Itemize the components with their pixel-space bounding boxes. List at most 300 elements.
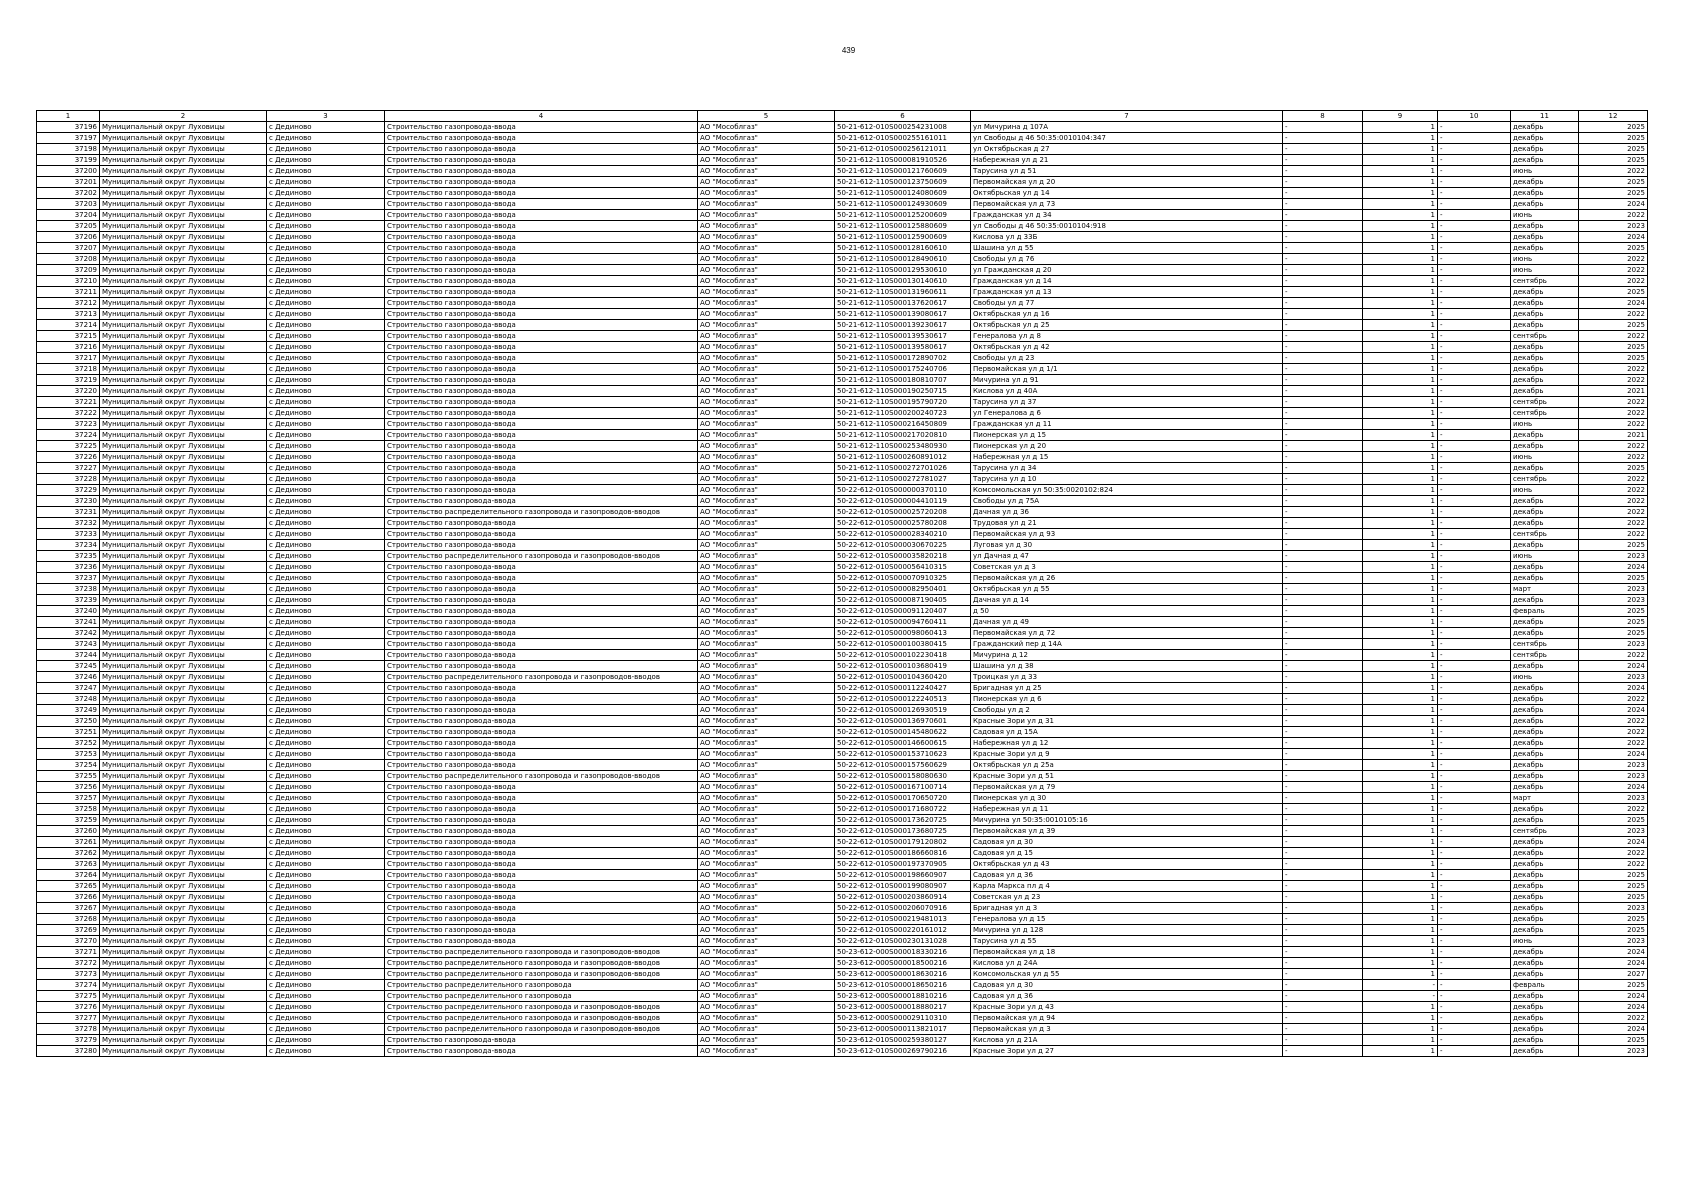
cell-address: Первомайская ул д 1/1 bbox=[971, 364, 1283, 375]
cell-locality: с Дединово bbox=[267, 815, 385, 826]
cell-col-10: - bbox=[1438, 551, 1511, 562]
cell-application-id: 50-21-612-110S000128490610 bbox=[835, 254, 971, 265]
cell-application-id: 50-23-612-000S000018810216 bbox=[835, 991, 971, 1002]
cell-work-type: Строительство газопровода-ввода bbox=[385, 573, 698, 584]
cell-year: 2025 bbox=[1579, 188, 1648, 199]
cell-address: ул Свободы д 46 50:35:0010104:918 bbox=[971, 221, 1283, 232]
cell-locality: с Дединово bbox=[267, 914, 385, 925]
cell-work-type: Строительство газопровода-ввода bbox=[385, 199, 698, 210]
cell-col-8: - bbox=[1283, 958, 1363, 969]
cell-col-8: - bbox=[1283, 1013, 1363, 1024]
cell-count: 1 bbox=[1363, 144, 1438, 155]
cell-locality: с Дединово bbox=[267, 1046, 385, 1057]
cell-count: 1 bbox=[1363, 430, 1438, 441]
cell-work-type: Строительство газопровода-ввода bbox=[385, 331, 698, 342]
cell-col-10: - bbox=[1438, 122, 1511, 133]
cell-col-10: - bbox=[1438, 540, 1511, 551]
cell-month: июнь bbox=[1511, 485, 1579, 496]
cell-col-10: - bbox=[1438, 210, 1511, 221]
cell-month: декабрь bbox=[1511, 375, 1579, 386]
cell-col-8: - bbox=[1283, 595, 1363, 606]
cell-application-id: 50-22-612-010S000197370905 bbox=[835, 859, 971, 870]
cell-application-id: 50-22-612-010S000091120407 bbox=[835, 606, 971, 617]
cell-contractor: АО "Мособлгаз" bbox=[698, 958, 835, 969]
cell-contractor: АО "Мособлгаз" bbox=[698, 914, 835, 925]
table-row bbox=[37, 232, 1648, 243]
cell-count: 1 bbox=[1363, 573, 1438, 584]
cell-row-number: 37262 bbox=[37, 848, 100, 859]
cell-work-type: Строительство газопровода-ввода bbox=[385, 408, 698, 419]
cell-locality: с Дединово bbox=[267, 155, 385, 166]
table-row bbox=[37, 661, 1648, 672]
cell-application-id: 50-21-612-110S000190250715 bbox=[835, 386, 971, 397]
cell-col-10: - bbox=[1438, 430, 1511, 441]
table-body bbox=[37, 122, 1648, 1057]
cell-municipality: Муниципальный округ Луховицы bbox=[100, 628, 267, 639]
cell-month: декабрь bbox=[1511, 628, 1579, 639]
cell-contractor: АО "Мособлгаз" bbox=[698, 243, 835, 254]
cell-contractor: АО "Мособлгаз" bbox=[698, 496, 835, 507]
cell-work-type: Строительство газопровода-ввода bbox=[385, 661, 698, 672]
cell-col-10: - bbox=[1438, 419, 1511, 430]
cell-month: декабрь bbox=[1511, 925, 1579, 936]
cell-work-type: Строительство газопровода-ввода bbox=[385, 232, 698, 243]
cell-year: 2022 bbox=[1579, 309, 1648, 320]
cell-address: Мичурина ул 50:35:0010105:16 bbox=[971, 815, 1283, 826]
cell-application-id: 50-22-612-010S000198660907 bbox=[835, 870, 971, 881]
table-row bbox=[37, 925, 1648, 936]
cell-row-number: 37272 bbox=[37, 958, 100, 969]
cell-application-id: 50-21-612-110S000124080609 bbox=[835, 188, 971, 199]
cell-count: 1 bbox=[1363, 892, 1438, 903]
cell-locality: с Дединово bbox=[267, 375, 385, 386]
cell-count: 1 bbox=[1363, 342, 1438, 353]
cell-locality: с Дединово bbox=[267, 870, 385, 881]
cell-row-number: 37199 bbox=[37, 155, 100, 166]
cell-year: 2022 bbox=[1579, 452, 1648, 463]
cell-municipality: Муниципальный округ Луховицы bbox=[100, 221, 267, 232]
cell-application-id: 50-23-612-010S000018650216 bbox=[835, 980, 971, 991]
cell-locality: с Дединово bbox=[267, 573, 385, 584]
cell-locality: с Дединово bbox=[267, 947, 385, 958]
cell-municipality: Муниципальный округ Луховицы bbox=[100, 463, 267, 474]
cell-col-10: - bbox=[1438, 980, 1511, 991]
header-col-7: 7 bbox=[971, 111, 1283, 122]
cell-year: 2024 bbox=[1579, 1024, 1648, 1035]
cell-col-10: - bbox=[1438, 221, 1511, 232]
cell-year: 2025 bbox=[1579, 870, 1648, 881]
cell-col-8: - bbox=[1283, 485, 1363, 496]
table-row bbox=[37, 496, 1648, 507]
cell-work-type: Строительство газопровода-ввода bbox=[385, 485, 698, 496]
cell-year: 2023 bbox=[1579, 639, 1648, 650]
cell-year: 2022 bbox=[1579, 848, 1648, 859]
cell-row-number: 37227 bbox=[37, 463, 100, 474]
cell-address: Гражданская ул д 14 bbox=[971, 276, 1283, 287]
cell-year: 2024 bbox=[1579, 837, 1648, 848]
cell-col-8: - bbox=[1283, 298, 1363, 309]
cell-contractor: АО "Мособлгаз" bbox=[698, 309, 835, 320]
cell-month: декабрь bbox=[1511, 507, 1579, 518]
cell-year: 2024 bbox=[1579, 661, 1648, 672]
cell-contractor: АО "Мособлгаз" bbox=[698, 551, 835, 562]
cell-contractor: АО "Мособлгаз" bbox=[698, 144, 835, 155]
cell-application-id: 50-21-612-110S000260891012 bbox=[835, 452, 971, 463]
table-row bbox=[37, 914, 1648, 925]
cell-municipality: Муниципальный округ Луховицы bbox=[100, 672, 267, 683]
cell-year: 2021 bbox=[1579, 386, 1648, 397]
cell-work-type: Строительство газопровода-ввода bbox=[385, 496, 698, 507]
cell-municipality: Муниципальный округ Луховицы bbox=[100, 903, 267, 914]
cell-col-8: - bbox=[1283, 408, 1363, 419]
cell-locality: с Дединово bbox=[267, 386, 385, 397]
cell-month: декабрь bbox=[1511, 199, 1579, 210]
cell-contractor: АО "Мособлгаз" bbox=[698, 221, 835, 232]
cell-locality: с Дединово bbox=[267, 496, 385, 507]
cell-municipality: Муниципальный округ Луховицы bbox=[100, 595, 267, 606]
cell-application-id: 50-21-612-110S000130140610 bbox=[835, 276, 971, 287]
cell-col-8: - bbox=[1283, 925, 1363, 936]
cell-locality: с Дединово bbox=[267, 529, 385, 540]
cell-work-type: Строительство газопровода-ввода bbox=[385, 650, 698, 661]
cell-work-type: Строительство газопровода-ввода bbox=[385, 529, 698, 540]
cell-locality: с Дединово bbox=[267, 320, 385, 331]
cell-contractor: АО "Мособлгаз" bbox=[698, 716, 835, 727]
cell-col-10: - bbox=[1438, 320, 1511, 331]
cell-address: Трудовая ул д 21 bbox=[971, 518, 1283, 529]
cell-month: декабрь bbox=[1511, 540, 1579, 551]
cell-col-10: - bbox=[1438, 848, 1511, 859]
cell-application-id: 50-21-612-110S000272781027 bbox=[835, 474, 971, 485]
cell-month: сентябрь bbox=[1511, 397, 1579, 408]
cell-address: Первомайская ул д 73 bbox=[971, 199, 1283, 210]
cell-count: 1 bbox=[1363, 947, 1438, 958]
cell-locality: с Дединово bbox=[267, 276, 385, 287]
table-row bbox=[37, 188, 1648, 199]
cell-work-type: Строительство газопровода-ввода bbox=[385, 749, 698, 760]
cell-count: 1 bbox=[1363, 397, 1438, 408]
cell-application-id: 50-22-612-010S000094760411 bbox=[835, 617, 971, 628]
cell-year: 2022 bbox=[1579, 529, 1648, 540]
cell-municipality: Муниципальный округ Луховицы bbox=[100, 166, 267, 177]
cell-year: 2023 bbox=[1579, 221, 1648, 232]
cell-year: 2024 bbox=[1579, 562, 1648, 573]
cell-month: декабрь bbox=[1511, 705, 1579, 716]
cell-col-8: - bbox=[1283, 331, 1363, 342]
cell-municipality: Муниципальный округ Луховицы bbox=[100, 177, 267, 188]
cell-address: Свободы ул д 2 bbox=[971, 705, 1283, 716]
cell-application-id: 50-22-612-010S000102230418 bbox=[835, 650, 971, 661]
cell-month: декабрь bbox=[1511, 364, 1579, 375]
cell-work-type: Строительство газопровода-ввода bbox=[385, 419, 698, 430]
cell-address: Первомайская ул д 72 bbox=[971, 628, 1283, 639]
cell-year: 2025 bbox=[1579, 1035, 1648, 1046]
header-col-1: 1 bbox=[37, 111, 100, 122]
cell-contractor: АО "Мособлгаз" bbox=[698, 892, 835, 903]
cell-col-8: - bbox=[1283, 617, 1363, 628]
cell-work-type: Строительство распределительного газопровода и газопроводов-вводов bbox=[385, 672, 698, 683]
cell-row-number: 37196 bbox=[37, 122, 100, 133]
cell-col-10: - bbox=[1438, 683, 1511, 694]
cell-locality: с Дединово bbox=[267, 485, 385, 496]
cell-address: ул Свободы д 46 50:35:0010104:347 bbox=[971, 133, 1283, 144]
table-row bbox=[37, 221, 1648, 232]
cell-contractor: АО "Мособлгаз" bbox=[698, 254, 835, 265]
cell-application-id: 50-22-612-010S000145480622 bbox=[835, 727, 971, 738]
cell-count: 1 bbox=[1363, 705, 1438, 716]
cell-address: Красные Зори ул д 9 bbox=[971, 749, 1283, 760]
cell-row-number: 37219 bbox=[37, 375, 100, 386]
table-row bbox=[37, 727, 1648, 738]
cell-locality: с Дединово bbox=[267, 683, 385, 694]
cell-row-number: 37217 bbox=[37, 353, 100, 364]
cell-address: Кислова ул д 33Б bbox=[971, 232, 1283, 243]
header-col-8: 8 bbox=[1283, 111, 1363, 122]
cell-year: 2024 bbox=[1579, 298, 1648, 309]
cell-locality: с Дединово bbox=[267, 430, 385, 441]
cell-address: Красные Зори ул д 51 bbox=[971, 771, 1283, 782]
cell-locality: с Дединово bbox=[267, 705, 385, 716]
cell-col-10: - bbox=[1438, 1024, 1511, 1035]
cell-year: 2023 bbox=[1579, 936, 1648, 947]
cell-count: 1 bbox=[1363, 232, 1438, 243]
cell-address: Бригадная ул д 25 bbox=[971, 683, 1283, 694]
cell-work-type: Строительство газопровода-ввода bbox=[385, 606, 698, 617]
header-col-2: 2 bbox=[100, 111, 267, 122]
cell-address: Садовая ул д 30 bbox=[971, 980, 1283, 991]
cell-row-number: 37201 bbox=[37, 177, 100, 188]
cell-row-number: 37240 bbox=[37, 606, 100, 617]
cell-municipality: Муниципальный округ Луховицы bbox=[100, 485, 267, 496]
cell-address: ул Октябрьская д 27 bbox=[971, 144, 1283, 155]
cell-row-number: 37235 bbox=[37, 551, 100, 562]
table-row bbox=[37, 947, 1648, 958]
cell-row-number: 37279 bbox=[37, 1035, 100, 1046]
cell-locality: с Дединово bbox=[267, 936, 385, 947]
cell-address: Гражданская ул д 34 bbox=[971, 210, 1283, 221]
cell-application-id: 50-21-612-110S000121760609 bbox=[835, 166, 971, 177]
cell-row-number: 37239 bbox=[37, 595, 100, 606]
cell-col-8: - bbox=[1283, 562, 1363, 573]
cell-address: Тарусина ул д 37 bbox=[971, 397, 1283, 408]
table-row bbox=[37, 815, 1648, 826]
table-row bbox=[37, 639, 1648, 650]
cell-month: декабрь bbox=[1511, 969, 1579, 980]
cell-address: Первомайская ул д 94 bbox=[971, 1013, 1283, 1024]
cell-contractor: АО "Мособлгаз" bbox=[698, 980, 835, 991]
table-row bbox=[37, 342, 1648, 353]
cell-contractor: АО "Мособлгаз" bbox=[698, 639, 835, 650]
cell-contractor: АО "Мособлгаз" bbox=[698, 342, 835, 353]
cell-row-number: 37202 bbox=[37, 188, 100, 199]
cell-row-number: 37223 bbox=[37, 419, 100, 430]
cell-col-10: - bbox=[1438, 177, 1511, 188]
cell-count: 1 bbox=[1363, 936, 1438, 947]
cell-year: 2025 bbox=[1579, 540, 1648, 551]
cell-contractor: АО "Мособлгаз" bbox=[698, 463, 835, 474]
cell-municipality: Муниципальный округ Луховицы bbox=[100, 232, 267, 243]
cell-contractor: АО "Мособлгаз" bbox=[698, 166, 835, 177]
cell-contractor: АО "Мособлгаз" bbox=[698, 265, 835, 276]
cell-municipality: Муниципальный округ Луховицы bbox=[100, 342, 267, 353]
cell-locality: с Дединово bbox=[267, 243, 385, 254]
cell-work-type: Строительство газопровода-ввода bbox=[385, 859, 698, 870]
cell-contractor: АО "Мособлгаз" bbox=[698, 177, 835, 188]
cell-municipality: Муниципальный округ Луховицы bbox=[100, 1002, 267, 1013]
header-col-5: 5 bbox=[698, 111, 835, 122]
cell-locality: с Дединово bbox=[267, 892, 385, 903]
cell-work-type: Строительство газопровода-ввода bbox=[385, 441, 698, 452]
cell-count: 1 bbox=[1363, 793, 1438, 804]
cell-month: декабрь bbox=[1511, 562, 1579, 573]
cell-locality: с Дединово bbox=[267, 848, 385, 859]
cell-row-number: 37250 bbox=[37, 716, 100, 727]
cell-address: Набережная ул д 15 bbox=[971, 452, 1283, 463]
cell-month: декабрь bbox=[1511, 463, 1579, 474]
cell-month: февраль bbox=[1511, 980, 1579, 991]
cell-locality: с Дединово bbox=[267, 331, 385, 342]
cell-col-8: - bbox=[1283, 947, 1363, 958]
cell-contractor: АО "Мособлгаз" bbox=[698, 1046, 835, 1057]
cell-work-type: Строительство газопровода-ввода bbox=[385, 914, 698, 925]
cell-application-id: 50-23-612-000S000018330216 bbox=[835, 947, 971, 958]
cell-municipality: Муниципальный округ Луховицы bbox=[100, 771, 267, 782]
cell-contractor: АО "Мособлгаз" bbox=[698, 925, 835, 936]
cell-row-number: 37254 bbox=[37, 760, 100, 771]
cell-locality: с Дединово bbox=[267, 177, 385, 188]
cell-year: 2021 bbox=[1579, 430, 1648, 441]
cell-month: декабрь bbox=[1511, 441, 1579, 452]
cell-col-8: - bbox=[1283, 177, 1363, 188]
cell-year: 2022 bbox=[1579, 507, 1648, 518]
cell-work-type: Строительство газопровода-ввода bbox=[385, 782, 698, 793]
cell-contractor: АО "Мособлгаз" bbox=[698, 606, 835, 617]
cell-application-id: 50-21-612-110S000180810707 bbox=[835, 375, 971, 386]
cell-locality: с Дединово bbox=[267, 1013, 385, 1024]
cell-application-id: 50-22-612-010S000028340210 bbox=[835, 529, 971, 540]
cell-count: 1 bbox=[1363, 749, 1438, 760]
cell-municipality: Муниципальный округ Луховицы bbox=[100, 727, 267, 738]
cell-year: 2023 bbox=[1579, 595, 1648, 606]
cell-address: Мичурина д 12 bbox=[971, 650, 1283, 661]
cell-col-8: - bbox=[1283, 628, 1363, 639]
table-row bbox=[37, 210, 1648, 221]
cell-application-id: 50-22-612-010S000025720208 bbox=[835, 507, 971, 518]
cell-locality: с Дединово bbox=[267, 639, 385, 650]
cell-contractor: АО "Мособлгаз" bbox=[698, 650, 835, 661]
cell-count: 1 bbox=[1363, 243, 1438, 254]
cell-col-10: - bbox=[1438, 925, 1511, 936]
cell-count: 1 bbox=[1363, 760, 1438, 771]
cell-application-id: 50-21-612-110S000172890702 bbox=[835, 353, 971, 364]
table-row bbox=[37, 881, 1648, 892]
cell-col-10: - bbox=[1438, 386, 1511, 397]
cell-municipality: Муниципальный округ Луховицы bbox=[100, 122, 267, 133]
cell-month: декабрь bbox=[1511, 760, 1579, 771]
cell-municipality: Муниципальный округ Луховицы bbox=[100, 958, 267, 969]
cell-contractor: АО "Мособлгаз" bbox=[698, 386, 835, 397]
cell-municipality: Муниципальный округ Луховицы bbox=[100, 364, 267, 375]
cell-address: Советская ул д 3 bbox=[971, 562, 1283, 573]
cell-contractor: АО "Мособлгаз" bbox=[698, 331, 835, 342]
cell-month: декабрь bbox=[1511, 243, 1579, 254]
cell-contractor: АО "Мособлгаз" bbox=[698, 738, 835, 749]
cell-col-8: - bbox=[1283, 683, 1363, 694]
cell-col-8: - bbox=[1283, 243, 1363, 254]
cell-work-type: Строительство газопровода-ввода bbox=[385, 155, 698, 166]
cell-locality: с Дединово bbox=[267, 727, 385, 738]
cell-col-8: - bbox=[1283, 1002, 1363, 1013]
cell-month: декабрь bbox=[1511, 188, 1579, 199]
cell-work-type: Строительство газопровода-ввода bbox=[385, 364, 698, 375]
cell-work-type: Строительство распределительного газопровода и газопроводов-вводов bbox=[385, 551, 698, 562]
table-row bbox=[37, 1035, 1648, 1046]
header-col-3: 3 bbox=[267, 111, 385, 122]
cell-work-type: Строительство газопровода-ввода bbox=[385, 584, 698, 595]
cell-municipality: Муниципальный округ Луховицы bbox=[100, 287, 267, 298]
cell-contractor: АО "Мособлгаз" bbox=[698, 408, 835, 419]
table-row bbox=[37, 276, 1648, 287]
cell-row-number: 37208 bbox=[37, 254, 100, 265]
table-row bbox=[37, 419, 1648, 430]
cell-application-id: 50-23-612-000S000029110310 bbox=[835, 1013, 971, 1024]
cell-year: 2025 bbox=[1579, 353, 1648, 364]
cell-col-8: - bbox=[1283, 1035, 1363, 1046]
table-row bbox=[37, 287, 1648, 298]
cell-work-type: Строительство газопровода-ввода bbox=[385, 716, 698, 727]
cell-month: декабрь bbox=[1511, 617, 1579, 628]
cell-application-id: 50-22-612-010S000056410315 bbox=[835, 562, 971, 573]
cell-application-id: 50-23-612-000S000113821017 bbox=[835, 1024, 971, 1035]
cell-row-number: 37236 bbox=[37, 562, 100, 573]
cell-application-id: 50-22-612-010S000104360420 bbox=[835, 672, 971, 683]
cell-contractor: АО "Мособлгаз" bbox=[698, 188, 835, 199]
cell-col-8: - bbox=[1283, 364, 1363, 375]
cell-municipality: Муниципальный округ Луховицы bbox=[100, 1024, 267, 1035]
cell-count: 1 bbox=[1363, 606, 1438, 617]
cell-work-type: Строительство газопровода-ввода bbox=[385, 881, 698, 892]
cell-row-number: 37203 bbox=[37, 199, 100, 210]
cell-municipality: Муниципальный округ Луховицы bbox=[100, 518, 267, 529]
cell-year: 2027 bbox=[1579, 969, 1648, 980]
cell-month: июнь bbox=[1511, 936, 1579, 947]
cell-row-number: 37233 bbox=[37, 529, 100, 540]
cell-month: сентябрь bbox=[1511, 276, 1579, 287]
cell-municipality: Муниципальный округ Луховицы bbox=[100, 639, 267, 650]
cell-month: декабрь bbox=[1511, 892, 1579, 903]
cell-year: 2022 bbox=[1579, 397, 1648, 408]
cell-col-8: - bbox=[1283, 892, 1363, 903]
cell-month: декабрь bbox=[1511, 771, 1579, 782]
cell-address: Октябрьская ул д 55 bbox=[971, 584, 1283, 595]
cell-count: - bbox=[1363, 980, 1438, 991]
cell-municipality: Муниципальный округ Луховицы bbox=[100, 793, 267, 804]
cell-contractor: АО "Мособлгаз" bbox=[698, 518, 835, 529]
cell-municipality: Муниципальный округ Луховицы bbox=[100, 1013, 267, 1024]
cell-address: Свободы ул д 76 bbox=[971, 254, 1283, 265]
cell-contractor: АО "Мособлгаз" bbox=[698, 617, 835, 628]
cell-row-number: 37255 bbox=[37, 771, 100, 782]
cell-work-type: Строительство газопровода-ввода bbox=[385, 826, 698, 837]
table-row bbox=[37, 485, 1648, 496]
cell-application-id: 50-22-612-010S000087190405 bbox=[835, 595, 971, 606]
cell-month: июнь bbox=[1511, 210, 1579, 221]
cell-municipality: Муниципальный округ Луховицы bbox=[100, 617, 267, 628]
cell-count: 1 bbox=[1363, 639, 1438, 650]
cell-row-number: 37200 bbox=[37, 166, 100, 177]
cell-col-8: - bbox=[1283, 639, 1363, 650]
cell-col-10: - bbox=[1438, 650, 1511, 661]
